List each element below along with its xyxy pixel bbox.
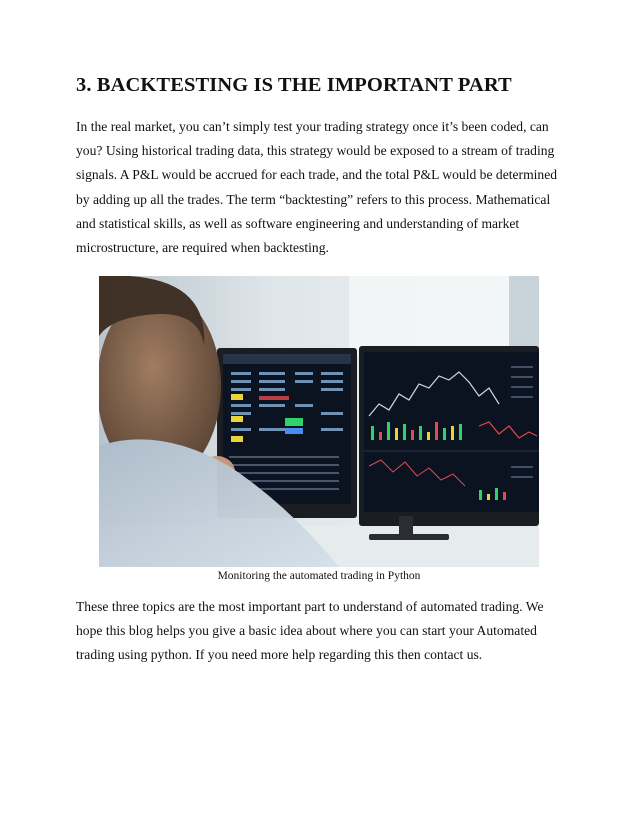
backtesting-paragraph: In the real market, you can’t simply test your trading strategy once it’s been coded, can you? Using historical trading data, this strategy would be exposed to a stream of trading signals. A P&L would be accrued for each trade, and the total P&L would be determined by adding up all the trades. The term “backtesting” refers to this process. Mathematical and statistical skills, as well as software engineering and understanding of market microstructure, are required when backtesting. xyxy=(76,119,558,256)
section-heading: 3. BACKTESTING IS THE IMPORTANT PART xyxy=(76,74,512,96)
figure-caption: Monitoring the automated trading in Python xyxy=(217,570,421,582)
trading-monitors-photo xyxy=(99,276,539,567)
conclusion-paragraph: These three topics are the most important part to understand of automated trading. We hope this blog helps you give a basic idea about where you can start your Automated trading using python. If you need more help regarding this then contact us. xyxy=(76,599,544,663)
